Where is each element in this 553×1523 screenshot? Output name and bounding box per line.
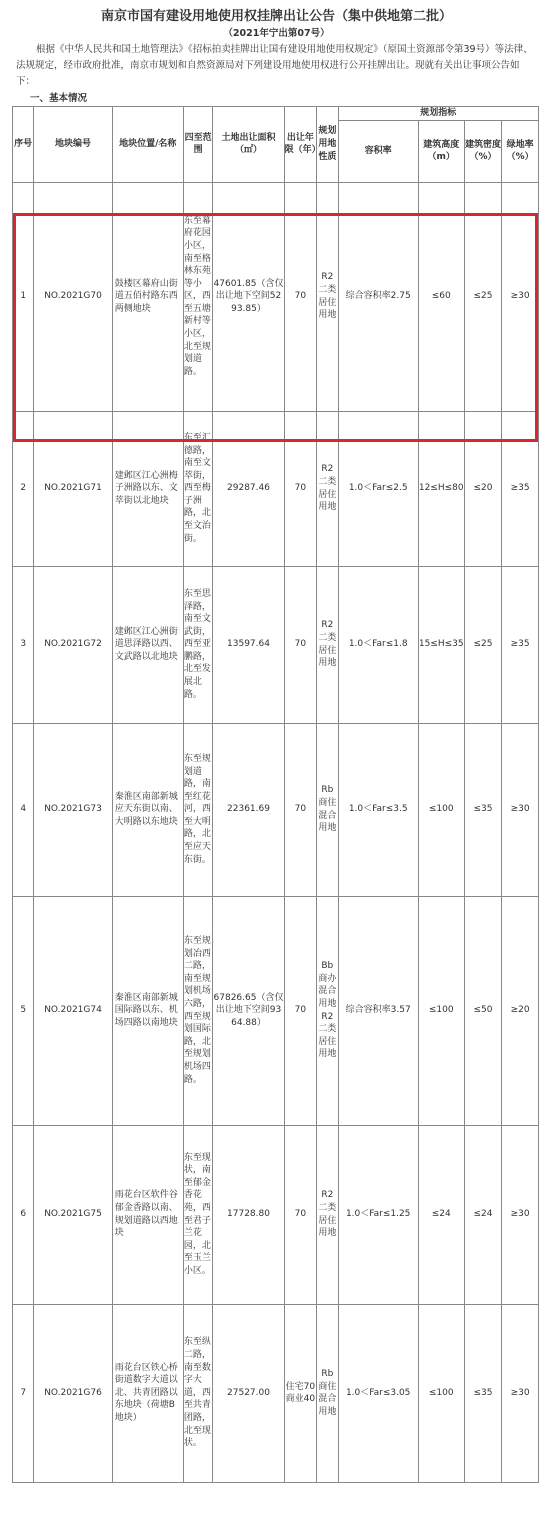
- cell-height: ≤24: [418, 1125, 464, 1304]
- cell-seq: 1: [13, 182, 34, 411]
- cell-bounds: 东至现状，南至郁金香花苑，西至君子兰花园，北至玉兰小区。: [183, 1125, 213, 1304]
- cell-code: NO.2021G74: [34, 896, 112, 1125]
- table-row: [13, 723, 539, 896]
- cell-code: NO.2021G75: [34, 1125, 112, 1304]
- cell-height: ≤60: [418, 182, 464, 411]
- cell-area: 22361.69: [213, 723, 284, 896]
- cell-use: R2二类居住用地: [317, 1125, 338, 1304]
- cell-far: 1.0＜Far≤1.25: [338, 1125, 418, 1304]
- cell-location: 雨花台区软件谷郁金香路以南、规划道路以西地块: [112, 1125, 183, 1304]
- cell-term: 70: [284, 182, 317, 411]
- cell-bounds: 东至思泽路，南至文武街，西至亚鹏路，北至发展北路。: [183, 566, 213, 723]
- header-use: 规划用地性质: [317, 107, 338, 183]
- cell-green: ≥35: [502, 566, 539, 723]
- cell-seq: 4: [13, 723, 34, 896]
- cell-far: 综合容积率3.57: [338, 896, 418, 1125]
- cell-term: 70: [284, 566, 317, 723]
- cell-area: 67826.65（含仅出让地下空间9364.88）: [213, 896, 284, 1125]
- cell-density: ≤25: [464, 182, 502, 411]
- cell-term: 70: [284, 896, 317, 1125]
- cell-density: ≤20: [464, 411, 502, 566]
- land-table: [12, 106, 539, 1483]
- cell-bounds: 东至规划道路，南至红花河，西至大明路，北至应天东街。: [183, 723, 213, 896]
- cell-code: NO.2021G76: [34, 1304, 112, 1482]
- cell-code: NO.2021G72: [34, 566, 112, 723]
- table-row: [13, 896, 539, 1125]
- cell-bounds: 东至纵二路，南至数字大道，西至共青团路，北至现状。: [183, 1304, 213, 1482]
- header-height: 建筑高度（m）: [418, 120, 464, 182]
- cell-area: 13597.64: [213, 566, 284, 723]
- header-bounds: 四至范围: [183, 107, 213, 183]
- cell-density: ≤35: [464, 1304, 502, 1482]
- section-heading: 一、基本情况: [30, 93, 88, 104]
- cell-location: 鼓楼区幕府山街道五佰村路东西两侧地块: [112, 182, 183, 411]
- table-row: [13, 1125, 539, 1304]
- cell-green: ≥30: [502, 1125, 539, 1304]
- cell-density: ≤35: [464, 723, 502, 896]
- cell-use: Rb商住混合用地: [317, 723, 338, 896]
- cell-seq: 2: [13, 411, 34, 566]
- table-row: [13, 411, 539, 566]
- cell-use: R2二类居住用地: [317, 182, 338, 411]
- cell-green: ≥30: [502, 182, 539, 411]
- cell-bounds: 东至规划冶西二路，南至规划机场六路，西至规划国际路，北至规划机场四路。: [183, 896, 213, 1125]
- header-density: 建筑密度（%）: [464, 120, 502, 182]
- cell-area: 17728.80: [213, 1125, 284, 1304]
- table-row: [13, 182, 539, 411]
- cell-far: 1.0＜Far≤3.5: [338, 723, 418, 896]
- cell-bounds: 东至幕府花园小区，南至格林东苑等小区，西至五塘新村等小区，北至规划道路。: [183, 182, 213, 411]
- cell-seq: 6: [13, 1125, 34, 1304]
- header-planning: 规划指标: [338, 107, 539, 121]
- cell-use: R2二类居住用地: [317, 411, 338, 566]
- page-subtitle: （2021年宁出第07号）: [223, 28, 330, 39]
- cell-area: 47601.85（含仅出让地下空间5293.85）: [213, 182, 284, 411]
- cell-height: ≤100: [418, 723, 464, 896]
- cell-code: NO.2021G73: [34, 723, 112, 896]
- cell-location: 雨花台区铁心桥街道数字大道以北、共青团路以东地块（荷塘B地块）: [112, 1304, 183, 1482]
- cell-location: 秦淮区南部新城国际路以东、机场四路以南地块: [112, 896, 183, 1125]
- cell-far: 1.0＜Far≤3.05: [338, 1304, 418, 1482]
- cell-area: 27527.00: [213, 1304, 284, 1482]
- cell-far: 1.0＜Far≤2.5: [338, 411, 418, 566]
- cell-density: ≤25: [464, 566, 502, 723]
- cell-density: ≤50: [464, 896, 502, 1125]
- page-title: 南京市国有建设用地使用权挂牌出让公告（集中供地第二批）: [100, 9, 452, 24]
- cell-green: ≥20: [502, 896, 539, 1125]
- intro-paragraph: 根据《中华人民共和国土地管理法》《招标拍卖挂牌出让国有建设用地使用权规定》（原国土资源部令第39号）等法律、法规规定，经市政府批准，南京市规划和自然资源局对下列建设用地使用权进行公开挂牌出让。现就有关出让事项公告如下：: [16, 44, 533, 87]
- cell-use: Bb商办混合用地R2二类居住用地: [317, 896, 338, 1125]
- cell-seq: 5: [13, 896, 34, 1125]
- header-far: 容积率: [338, 120, 418, 182]
- cell-green: ≥30: [502, 723, 539, 896]
- header-location: 地块位置/名称: [112, 107, 183, 183]
- cell-green: ≥35: [502, 411, 539, 566]
- cell-area: 29287.46: [213, 411, 284, 566]
- cell-green: ≥30: [502, 1304, 539, 1482]
- cell-density: ≤24: [464, 1125, 502, 1304]
- cell-height: ≤100: [418, 896, 464, 1125]
- cell-term: 70: [284, 1125, 317, 1304]
- cell-location: 秦淮区南部新城应天东街以南、大明路以东地块: [112, 723, 183, 896]
- cell-use: Rb商住混合用地: [317, 1304, 338, 1482]
- cell-seq: 3: [13, 566, 34, 723]
- cell-use: R2二类居住用地: [317, 566, 338, 723]
- table-row: [13, 1304, 539, 1482]
- cell-term: 70: [284, 411, 317, 566]
- cell-height: ≤100: [418, 1304, 464, 1482]
- header-code: 地块编号: [34, 107, 112, 183]
- header-green: 绿地率（%）: [502, 120, 539, 182]
- cell-far: 综合容积率2.75: [338, 182, 418, 411]
- cell-code: NO.2021G71: [34, 411, 112, 566]
- cell-term: 70: [284, 723, 317, 896]
- cell-far: 1.0＜Far≤1.8: [338, 566, 418, 723]
- cell-height: 15≤H≤35: [418, 566, 464, 723]
- cell-code: NO.2021G70: [34, 182, 112, 411]
- cell-term: 住宅70 商业40: [284, 1304, 317, 1482]
- cell-height: 12≤H≤80: [418, 411, 464, 566]
- table-row: [13, 566, 539, 723]
- header-area: 土地出让面积（㎡）: [213, 107, 284, 183]
- header-seq: 序号: [13, 107, 34, 183]
- cell-location: 建邺区江心洲街道思泽路以西、文武路以北地块: [112, 566, 183, 723]
- cell-location: 建邺区江心洲梅子洲路以东、文萃街以北地块: [112, 411, 183, 566]
- header-term: 出让年限（年）: [284, 107, 317, 183]
- cell-seq: 7: [13, 1304, 34, 1482]
- cell-bounds: 东至汇德路，南至文萃街，西至梅子洲路，北至文治街。: [183, 411, 213, 566]
